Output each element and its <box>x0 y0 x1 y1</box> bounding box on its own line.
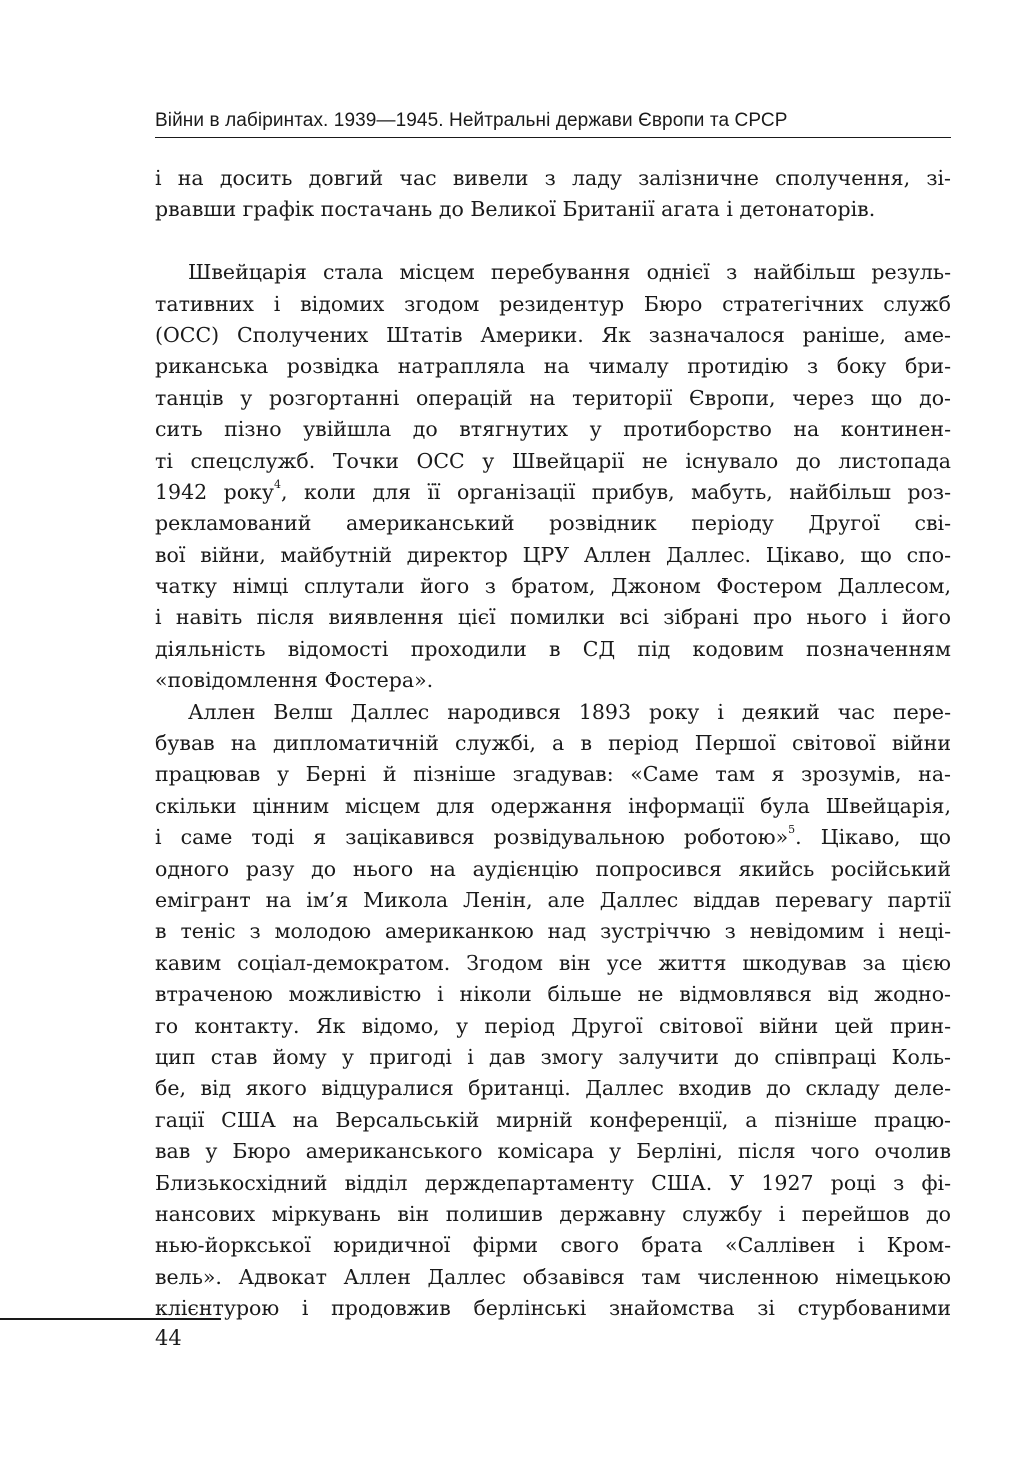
footnote-ref: 4 <box>274 478 281 492</box>
text-line: в теніс з молодою американкою над зустріччю з невідомим і неці- <box>155 919 951 944</box>
text-line: клієнтурою і продовжив берлінські знайомства зі стурбованими <box>155 1296 951 1321</box>
page-number: 44 <box>155 1326 182 1350</box>
text-segment: 1942 року <box>155 479 274 504</box>
text-segment: . Цікаво, що <box>795 825 951 850</box>
text-line: нью-йоркської юридичної фірми свого брата «Саллівен і Кром- <box>155 1233 951 1258</box>
text-line: сить пізно увійшла до втягнутих у протиборство на континен- <box>155 417 951 442</box>
header-rule <box>155 137 951 138</box>
text-line: го контакту. Як відомо, у період Другої світової війни цей прин- <box>155 1013 951 1038</box>
text-line: і на досить довгий час вивели з ладу залізничне сполучення, зі- <box>155 166 951 190</box>
text-line: тативних і відомих згодом резидентур Бюро стратегічних служб <box>155 291 951 316</box>
text-line: діяльність відомості проходили в СД під кодовим позначенням <box>155 636 951 661</box>
text-segment: і саме тоді я зацікавився розвідувальною роботою» <box>155 825 789 850</box>
text-line: скільки цінним місцем для одержання інформації була Швейцарія, <box>155 793 951 818</box>
text-line: (ОСС) Сполучених Штатів Америки. Як зазначалося раніше, аме- <box>155 322 951 347</box>
text-line <box>155 822 951 853</box>
text-line: «повідомлення Фостера». <box>155 668 434 693</box>
text-line: працював у Берні й пізніше згадував: «Саме там я зрозумів, на- <box>155 762 951 787</box>
text-line: рвавши графік постачань до Великої Британії агата і детонаторів. <box>155 197 876 222</box>
running-head-title: Війни в лабіринтах. 1939—1945. Нейтральні держави Європи та СРСР <box>155 110 788 131</box>
paragraph-gap <box>155 226 951 257</box>
text-line: втраченою можливістю і ніколи більше не відмовлявся від жодно- <box>155 982 951 1007</box>
text-line: вої війни, майбутній директор ЦРУ Аллен Даллес. Цікаво, що спо- <box>155 542 951 567</box>
text-line: танців у розгортанні операцій на території Європи, через що до- <box>155 385 951 410</box>
text-line: бе, від якого відцуралися британці. Даллес входив до складу деле- <box>155 1076 951 1101</box>
text-line: рекламований американський розвідник періоду Другої сві- <box>155 511 951 536</box>
text-line: вав у Бюро американського комісара у Берліні, після чого очолив <box>155 1139 951 1164</box>
text-line: одного разу до нього на аудієнцію попросився якийсь російський <box>155 856 951 881</box>
text-segment: , коли для її організації прибув, мабуть, найбільш роз- <box>281 479 951 504</box>
text-line: гації США на Версальській мирній конференції, а пізніше працю- <box>155 1107 951 1132</box>
text-line: Аллен Велш Даллес народився 1893 року і деякий час пере- <box>188 699 951 724</box>
text-line: Близькосхідний відділ держдепартаменту США. У 1927 році з фі- <box>155 1170 951 1195</box>
text-line: цип став йому у пригоді і дав змогу залучити до співпраці Коль- <box>155 1044 951 1069</box>
text-line: ті спецслужб. Точки ОСС у Швейцарії не існувало до листопада <box>155 448 951 473</box>
text-line: вель». Адвокат Аллен Даллес обзавівся там численною німецькою <box>155 1264 951 1289</box>
text-line: чатку німці сплутали його з братом, Джоном Фостером Даллесом, <box>155 574 951 599</box>
text-line: бував на дипломатичній службі, а в період Першої світової війни <box>155 731 951 756</box>
text-line: Швейцарія стала місцем перебування однієї з найбільш резуль- <box>188 260 951 285</box>
text-line: і навіть після виявлення цієї помилки всі зібрані про нього і його <box>155 605 951 630</box>
text-line: нансових міркувань він полишив державну службу і перейшов до <box>155 1201 951 1226</box>
footer-rule <box>0 1318 221 1320</box>
text-line: кавим соціал-демократом. Згодом він усе життя шкодував за цією <box>155 950 951 975</box>
footnote-ref: 5 <box>788 823 796 837</box>
body-text <box>155 163 951 1324</box>
text-line: емігрант на ім’я Микола Ленін, але Даллес віддав перевагу партії <box>155 887 951 912</box>
text-line: риканська розвідка натрапляла на чималу протидію з боку бри- <box>155 354 951 379</box>
text-line <box>155 477 951 508</box>
